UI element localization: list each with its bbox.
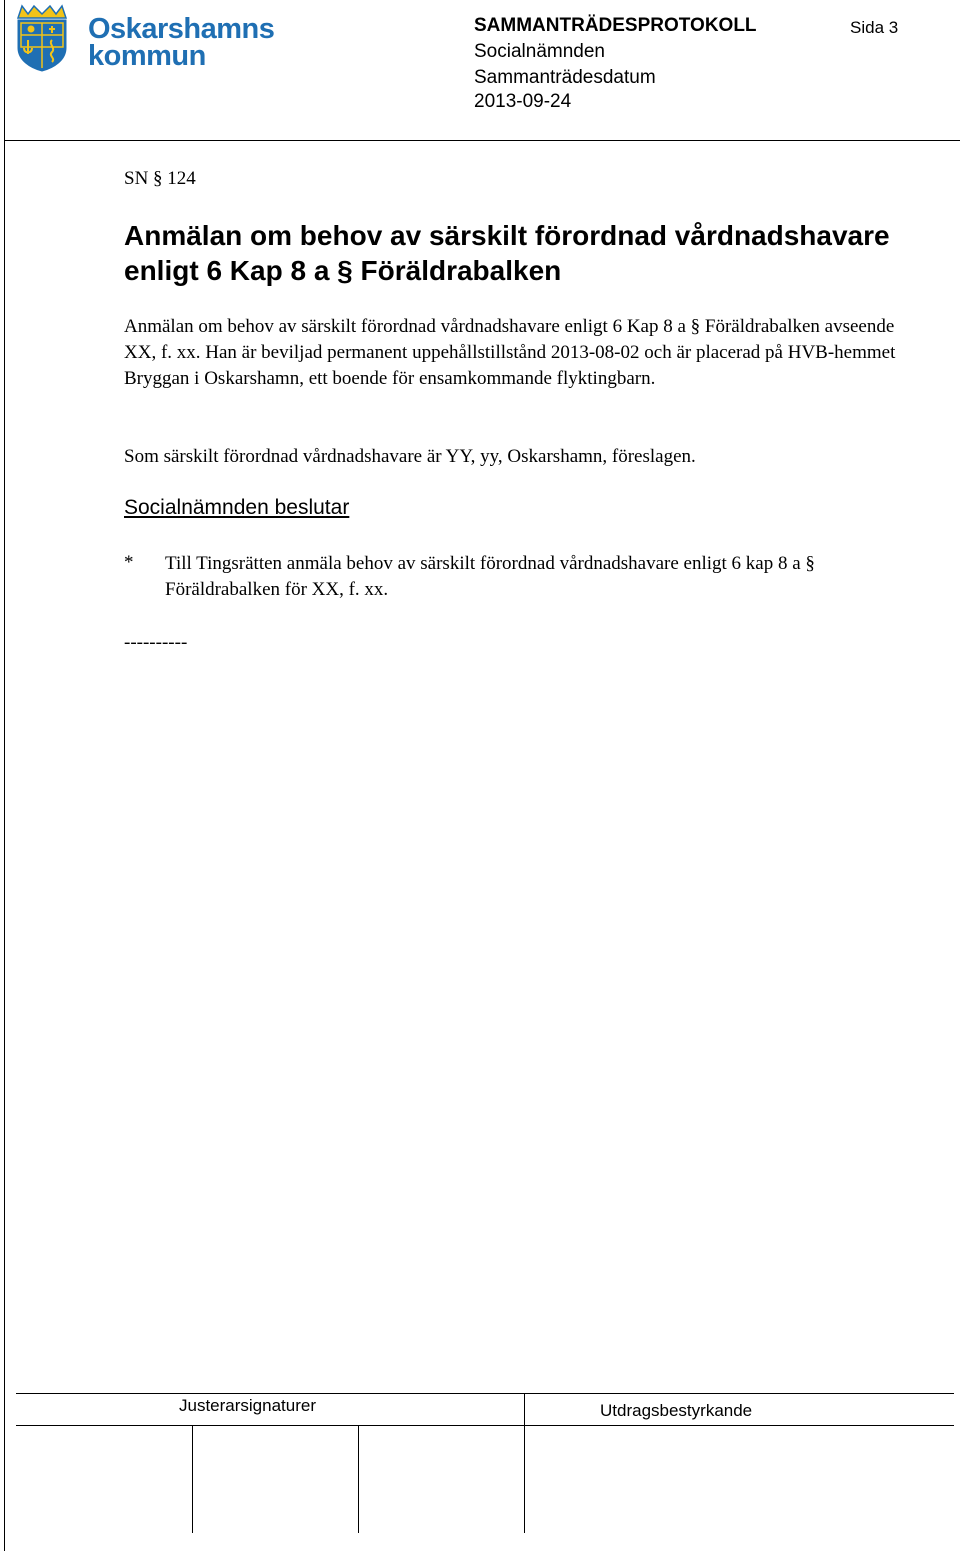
logo-line-2: kommun [88,40,206,72]
left-margin-rule [4,0,5,1551]
item-heading: Anmälan om behov av särskilt förordnad vårdnadshavare enligt 6 Kap 8 a § Föräldrabalken [124,220,890,286]
end-dashes: ---------- [124,632,188,653]
signatures-label: Justerarsignaturer [179,1396,317,1415]
table-divider-2 [358,1425,359,1533]
table-rule-top [16,1393,954,1394]
logo-line-1: Oskarshamns [88,13,275,45]
coat-of-arms-icon [14,4,70,72]
header-divider [4,140,960,141]
meeting-date-label: Sammanträdesdatum [474,67,656,88]
certification-label: Utdragsbestyrkande [600,1401,753,1420]
decision-item: Till Tingsrätten anmäla behov av särskilt förordnad vårdnadshavare enligt 6 kap 8 a § Föräldrabalken för XX, f. xx. [165,553,815,600]
body-paragraph-1: Anmälan om behov av särskilt förordnad vårdnadshavare enligt 6 Kap 8 a § Föräldrabalken avseende XX, f. xx. Han är beviljad permanent uppehållstillstånd 2013-08-02 och är placerad på HVB-hemmet Bryggan i Oskarshamn, ett boende för ensamkommande flyktingbarn. [124,316,896,389]
protocol-title: SAMMANTRÄDESPROTOKOLL [474,15,757,36]
page-number: Sida 3 [850,18,899,37]
committee-name: Socialnämnden [474,41,605,62]
body-paragraph-2: Som särskilt förordnad vårdnadshavare är YY, yy, Oskarshamn, föreslagen. [124,446,696,467]
decision-heading: Socialnämnden beslutar [124,496,350,519]
paragraph-id: SN § 124 [124,168,196,189]
asterisk-bullet-icon: * [124,552,134,573]
logo-wordmark [88,13,275,72]
municipality-logo [14,4,275,74]
signature-table [16,1393,954,1533]
meeting-date: 2013-09-24 [474,91,572,112]
table-rule-mid [16,1425,954,1426]
table-divider-3 [524,1393,525,1533]
table-divider-1 [192,1425,193,1533]
